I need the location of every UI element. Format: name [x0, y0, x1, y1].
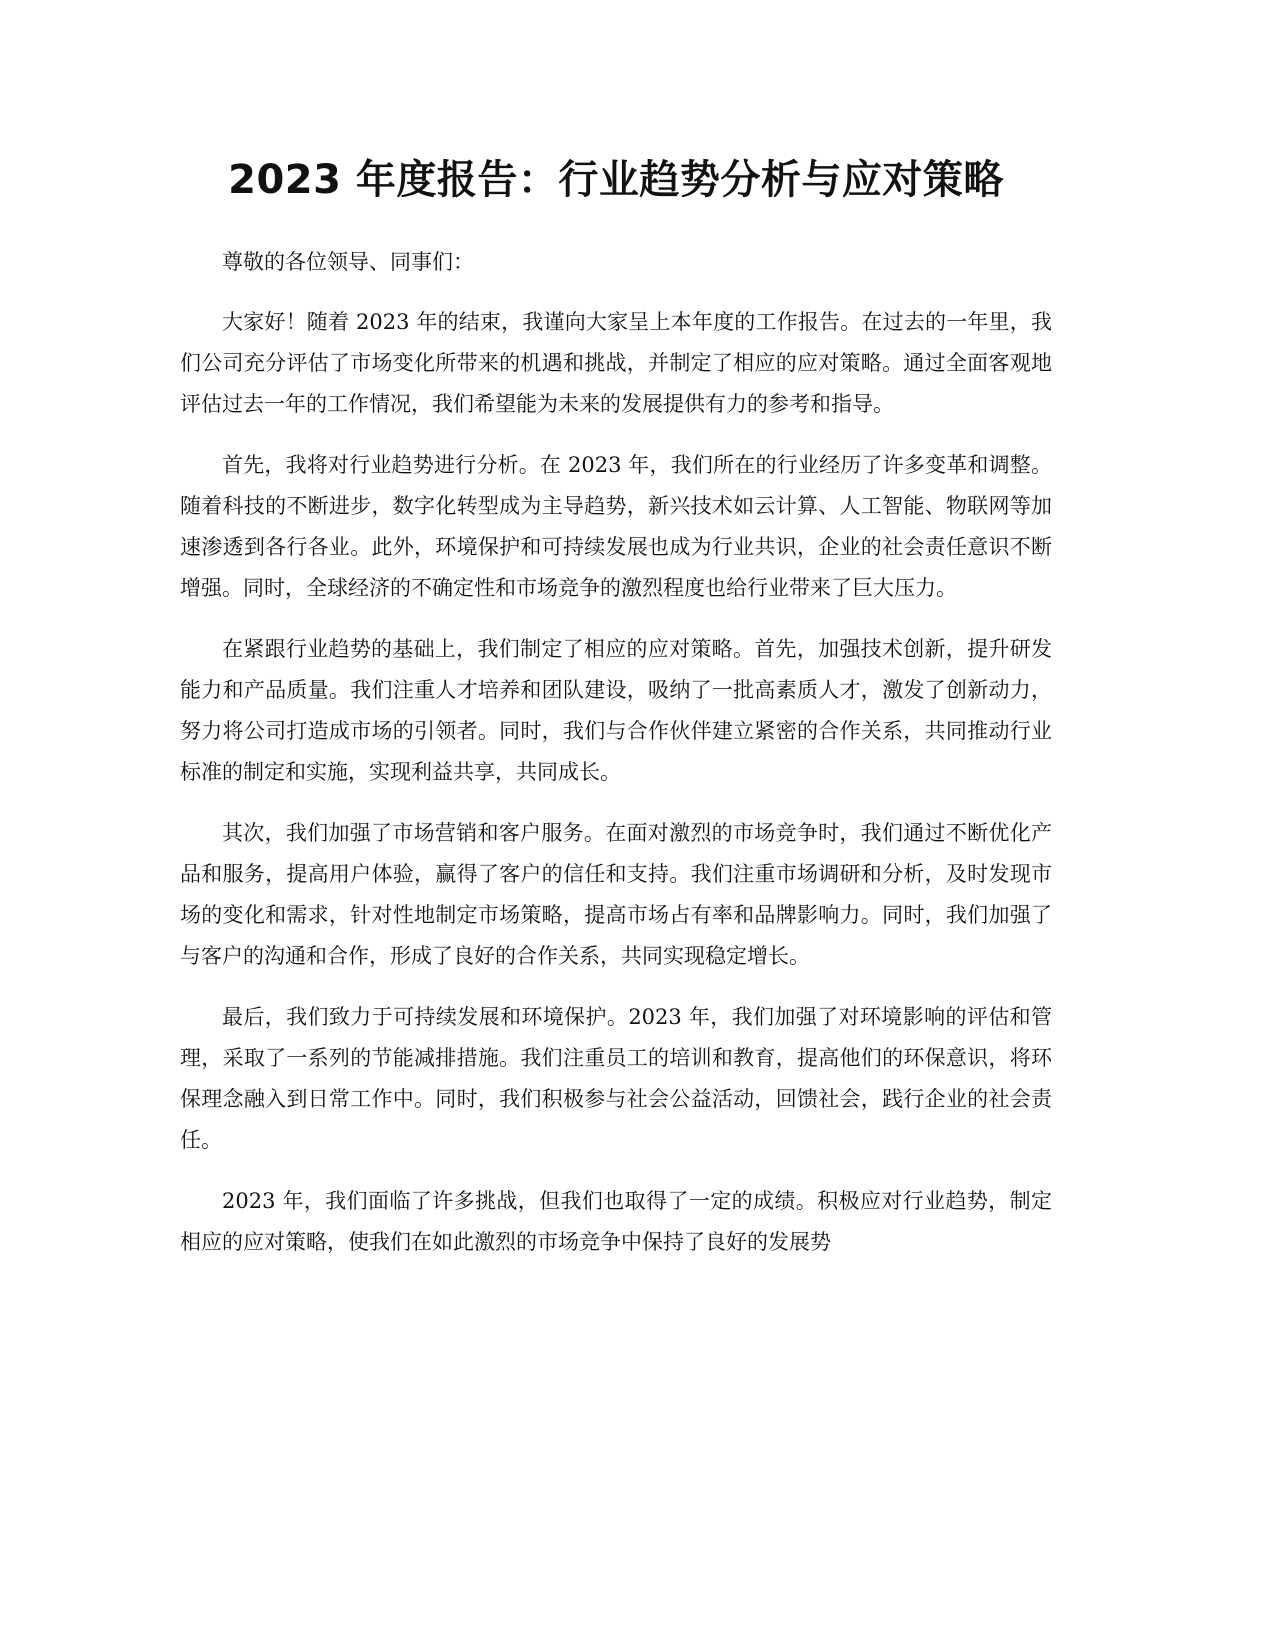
paragraph-marketing-service: 其次，我们加强了市场营销和客户服务。在面对激烈的市场竞争时，我们通过不断优化产品和服务，提高用户体验，赢得了客户的信任和支持。我们注重市场调研和分析，及时发现市场的变化和需求，针对性地制定市场策略，提高市场占有率和品牌影响力。同时，我们加强了与客户的沟通和合作，形成了良好的合作关系，共同实现稳定增长。 [180, 821, 1052, 968]
document-title: 2023 年度报告：行业趋势分析与应对策略 [228, 157, 1004, 203]
paragraph-industry-trends: 首先，我将对行业趋势进行分析。在 2023 年，我们所在的行业经历了许多变革和调整。随着科技的不断进步，数字化转型成为主导趋势，新兴技术如云计算、人工智能、物联网等加速渗透到各行各业。此外，环境保护和可持续发展也成为行业共识，企业的社会责任意识不断增强。同时，全球经济的不确定性和市场竞争的激烈程度也给行业带来了巨大压力。 [180, 453, 1052, 600]
paragraph-sustainability: 最后，我们致力于可持续发展和环境保护。2023 年，我们加强了对环境影响的评估和管理，采取了一系列的节能减排措施。我们注重员工的培训和教育，提高他们的环保意识，将环保理念融入到日常工作中。同时，我们积极参与社会公益活动，回馈社会，践行企业的社会责任。 [180, 1005, 1052, 1152]
document-page [180, 0, 1052, 1650]
paragraph-strategy-innovation: 在紧跟行业趋势的基础上，我们制定了相应的应对策略。首先，加强技术创新，提升研发能力和产品质量。我们注重人才培养和团队建设，吸纳了一批高素质人才，激发了创新动力，努力将公司打造成市场的引领者。同时，我们与合作伙伴建立紧密的合作关系，共同推动行业标准的制定和实施，实现利益共享，共同成长。 [180, 637, 1052, 784]
paragraph-opening: 大家好！随着 2023 年的结束，我谨向大家呈上本年度的工作报告。在过去的一年里，我们公司充分评估了市场变化所带来的机遇和挑战，并制定了相应的应对策略。通过全面客观地评估过去一年的工作情况，我们希望能为未来的发展提供有力的参考和指导。 [180, 310, 1052, 416]
paragraph-summary: 2023 年，我们面临了许多挑战，但我们也取得了一定的成绩。积极应对行业趋势，制定相应的应对策略，使我们在如此激烈的市场竞争中保持了良好的发展势 [180, 1189, 1052, 1254]
salutation: 尊敬的各位领导、同事们： [222, 250, 474, 274]
